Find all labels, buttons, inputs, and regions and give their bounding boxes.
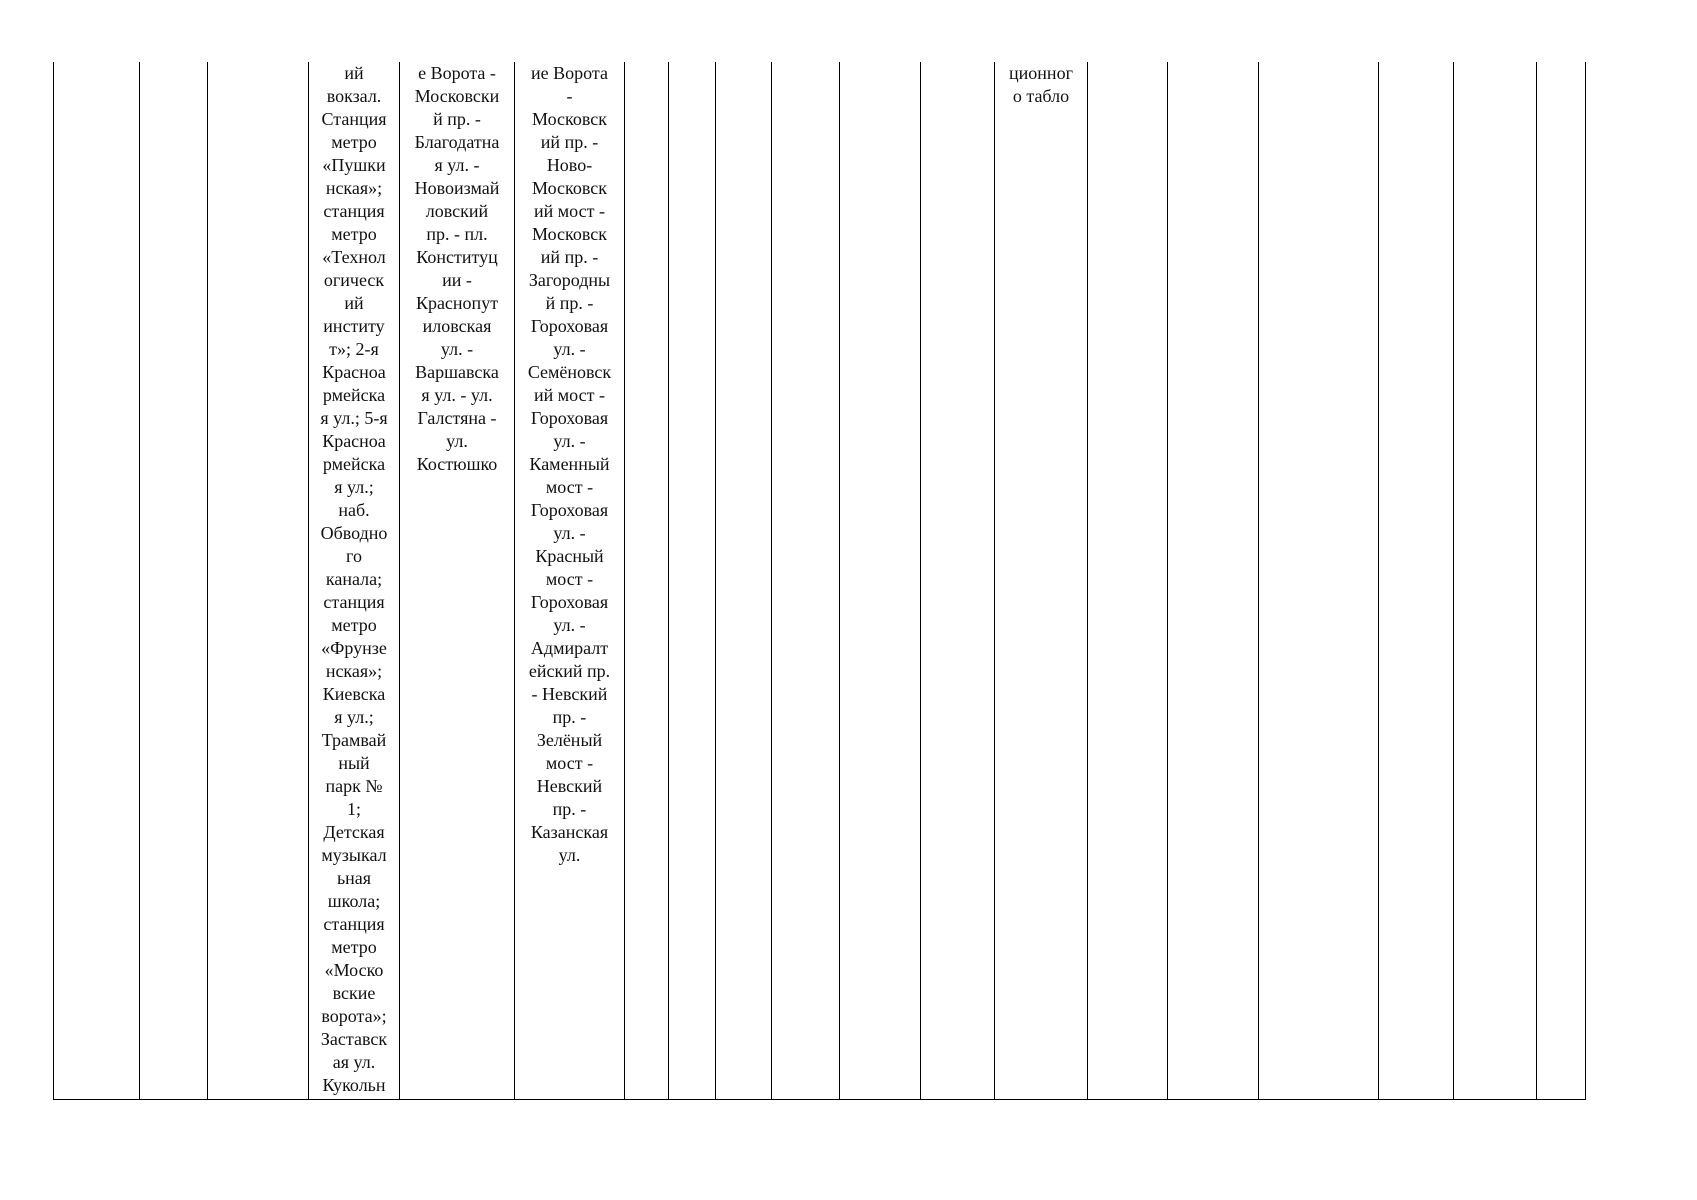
table-continuation: [53, 62, 1653, 1100]
table-bottom-border: [53, 1099, 1586, 1100]
table-column-3: [207, 62, 308, 1100]
table-column-9: [715, 62, 771, 1100]
table-column-13: [994, 62, 1087, 1100]
table-column-12: [920, 62, 994, 1100]
table-column-15: [1167, 62, 1258, 1100]
table-cell-route-backward: ие Ворота - Московск ий пр. - Ново- Московск ий мост - Московск ий пр. - Загородны й пр. - Гороховая ул. - Семёновск ий мост - Гороховая ул. - Каменный мост - Гороховая ул. - Красный мост - Гороховая ул. - Адмиралт ейский пр. - Невский пр. - Зелёный мост - Невский пр. - Казанская ул.: [527, 63, 612, 865]
table-cell-info-board: ционног о табло: [1009, 63, 1073, 106]
table-column-7: [624, 62, 668, 1100]
table-column-6: [514, 62, 624, 1100]
table-cell-route-forward: е Ворота - Московски й пр. - Благодатна я ул. - Новоизмай ловский пр. - пл. Конституц ии - Краснопут иловская ул. - Варшавска я ул. - ул. Галстяна - ул. Костюшко: [414, 63, 500, 474]
table-column-14: [1087, 62, 1167, 1100]
table-cell-stops: ий вокзал. Станция метро «Пушки нская»; станция метро «Технол огическ ий институ т»; 2-я Красноа рмейска я ул.; 5-я Красноа рмейска я ул.; наб. Обводно го канала; станция метро «Фрунзе нская»; Киевска я ул.; Трамвай ный парк № 1; Детская музыкал ьная школа; станция метро «Моско вские ворота»; Заставск ая ул. Кукольн: [320, 63, 388, 1095]
table-column-17: [1378, 62, 1453, 1100]
table-column-16: [1258, 62, 1378, 1100]
table-column-1: [53, 62, 139, 1100]
table-column-4: [308, 62, 399, 1100]
table-column-11: [839, 62, 920, 1100]
table-column-8: [668, 62, 715, 1100]
table-column-18: [1453, 62, 1536, 1100]
table-column-19: [1536, 62, 1586, 1100]
table-column-2: [139, 62, 207, 1100]
table-column-10: [771, 62, 839, 1100]
table-column-5: [399, 62, 514, 1100]
